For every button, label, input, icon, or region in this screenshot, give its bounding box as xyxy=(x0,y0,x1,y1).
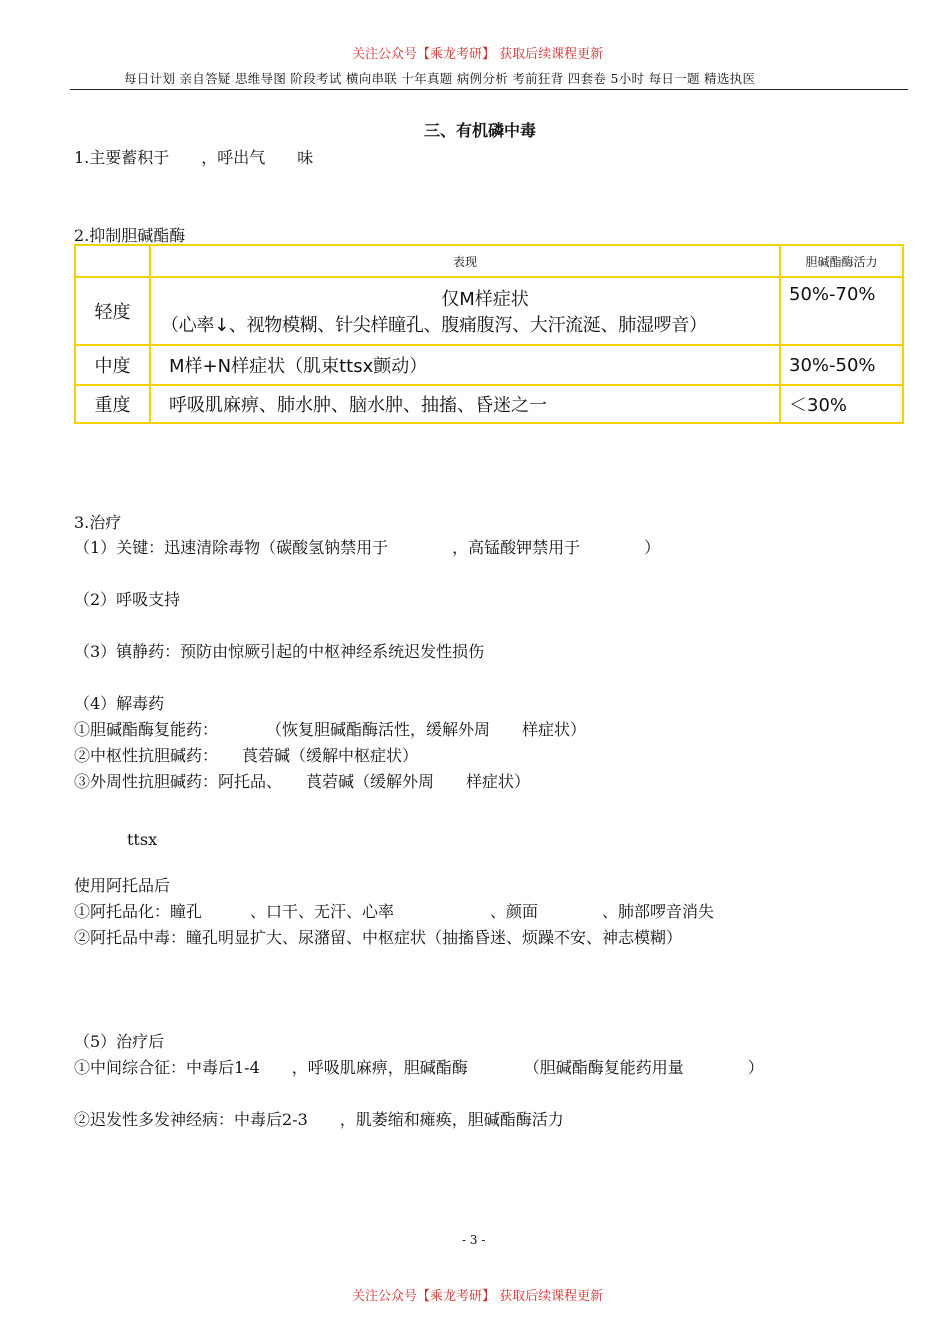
header-activity: 胆碱酯酶活力 xyxy=(780,245,903,277)
manifest-line2: （心率↓、视物模糊、针尖样瞳孔、腹痛腹泻、大汗流涎、肺湿啰音） xyxy=(161,315,707,336)
treatment-5b: ②迟发性多发神经病：中毒后2-3 ，肌萎缩和瘫痪，胆碱酯酶活力 xyxy=(74,1110,564,1129)
treatment-1: （1）关键：迅速清除毒物（碳酸氢钠禁用于 ，高锰酸钾禁用于 ） xyxy=(74,538,661,557)
level-cell: 重度 xyxy=(75,385,150,423)
level-cell: 轻度 xyxy=(75,277,150,345)
header-promo: 关注公众号【乘龙考研】 获取后续课程更新 xyxy=(352,47,604,62)
treatment-5: （5）治疗后 xyxy=(74,1032,165,1051)
header-manifest: 表现 xyxy=(150,245,780,277)
activity-cell: 30%-50% xyxy=(780,345,903,385)
item-2: 2.抑制胆碱酯酶 xyxy=(74,226,186,245)
manifest-cell: M样+N样症状（肌束ttsx颤动） xyxy=(150,345,780,385)
symptom-table xyxy=(74,244,904,424)
ttsx-note: ttsx xyxy=(127,830,158,849)
item-3-heading: 3.治疗 xyxy=(74,513,122,532)
table-header-row xyxy=(75,245,903,277)
treatment-2: （2）呼吸支持 xyxy=(74,590,181,609)
header-divider xyxy=(70,89,908,90)
table-row xyxy=(75,345,903,385)
table-row xyxy=(75,277,903,345)
treatment-4a: ①胆碱酯酶复能药： （恢复胆碱酯酶活性，缓解外周 样症状） xyxy=(74,720,587,739)
treatment-4b: ②中枢性抗胆碱药： 莨菪碱（缓解中枢症状） xyxy=(74,746,419,765)
header-menu: 每日计划 亲自答疑 思维导图 阶段考试 横向串联 十年真题 病例分析 考前狂背 四套卷 5小时 每日一题 精选执医 xyxy=(124,71,756,86)
activity-cell: ＜30% xyxy=(780,385,903,423)
section-title: 三、有机磷中毒 xyxy=(424,121,537,140)
atropine-poisoning: ②阿托品中毒：瞳孔明显扩大、尿潴留、中枢症状（抽搐昏迷、烦躁不安、神志模糊） xyxy=(74,928,683,947)
treatment-4: （4）解毒药 xyxy=(74,694,165,713)
level-cell: 中度 xyxy=(75,345,150,385)
manifest-cell: 呼吸肌麻痹、肺水肿、脑水肿、抽搐、昏迷之一 xyxy=(150,385,780,423)
header-level xyxy=(75,245,150,277)
manifest-line1: 仅M样症状 xyxy=(441,289,529,310)
footer-promo: 关注公众号【乘龙考研】 获取后续课程更新 xyxy=(352,1289,604,1304)
item-1: 1.主要蓄积于 ，呼出气 味 xyxy=(74,148,314,167)
atropine-intro: 使用阿托品后 xyxy=(74,876,171,895)
treatment-4c: ③外周性抗胆碱药：阿托品、 莨菪碱（缓解外周 样症状） xyxy=(74,772,531,791)
table-row xyxy=(75,385,903,423)
activity-cell: 50%-70% xyxy=(780,277,903,345)
treatment-5a: ①中间综合征：中毒后1-4 ，呼吸肌麻痹，胆碱酯酶 （胆碱酯酶复能药用量 ） xyxy=(74,1058,764,1077)
page-number: - 3 - xyxy=(462,1233,486,1247)
atropinization: ①阿托品化：瞳孔 、口干、无汗、心率 、颜面 、肺部啰音消失 xyxy=(74,902,715,921)
treatment-3: （3）镇静药：预防由惊厥引起的中枢神经系统迟发性损伤 xyxy=(74,642,485,661)
manifest-cell xyxy=(150,277,780,345)
